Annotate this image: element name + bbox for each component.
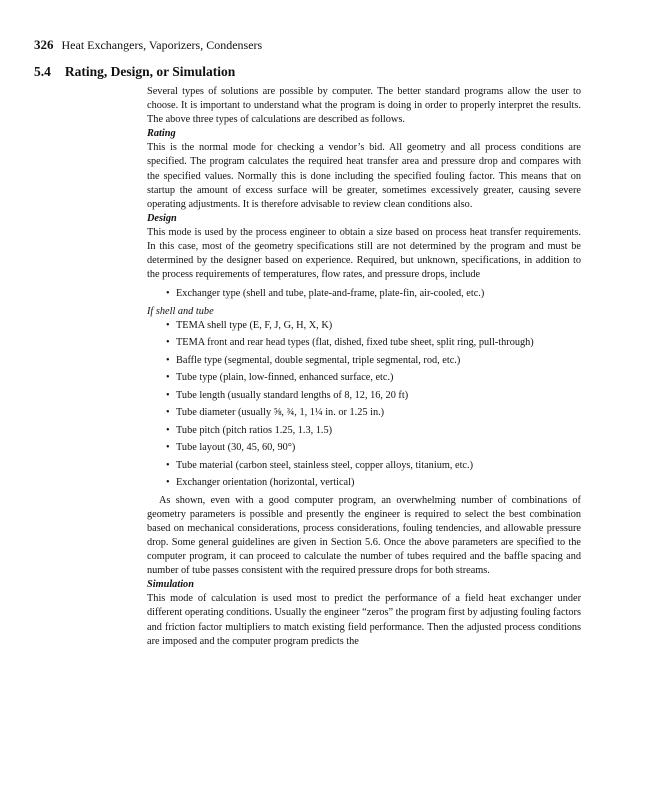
exchanger-type-list bbox=[147, 287, 581, 301]
bullet-glyph: • bbox=[166, 477, 170, 489]
simulation-paragraph: This mode of calculation is used most to predict the performance of a field heat exchanger under different operating conditions. Usually the engineer “zeros” the program first by adjusting fouling factors and friction factor multipliers to match existing field performance. Then the adjusted process conditions are imposed and the computer program predicts the bbox=[147, 593, 581, 647]
running-header bbox=[34, 37, 262, 53]
list-item-text: Tube length (usually standard lengths of 8, 12, 16, 20 ft) bbox=[176, 389, 409, 401]
bullet-glyph: • bbox=[166, 319, 170, 331]
list-item bbox=[147, 476, 581, 490]
section-title: Rating, Design, or Simulation bbox=[64, 64, 236, 79]
design-closing-paragraph: As shown, even with a good computer program, an overwhelming number of combinations of geometry parameters is possible and presently the engineer is required to select the best combination based on mechanical considerations, process considerations, fouling tendencies, and allowable pressure drop. Some general guidelines are given in Section 5.6. Once the above parameters are specified to the computer program, it can proceed to calculate the number of tubes required and the baffle spacing and number of tube passes consistent with the required pressure drops for both streams. bbox=[147, 494, 581, 577]
running-title: Heat Exchangers, Vaporizers, Condensers bbox=[61, 38, 263, 52]
list-item-text: Tube material (carbon steel, stainless steel, copper alloys, titanium, etc.) bbox=[176, 459, 474, 471]
bullet-glyph: • bbox=[166, 459, 170, 471]
bullet-glyph: • bbox=[166, 337, 170, 349]
list-item-text: Tube pitch (pitch ratios 1.25, 1.3, 1.5) bbox=[176, 424, 333, 436]
list-item-text: Exchanger orientation (horizontal, vertical) bbox=[176, 477, 355, 489]
list-item bbox=[147, 406, 581, 420]
rating-heading: Rating bbox=[147, 128, 176, 140]
list-item bbox=[147, 319, 581, 333]
list-item bbox=[147, 287, 581, 301]
list-item-text: Baffle type (segmental, double segmental, triple segmental, rod, etc.) bbox=[176, 354, 461, 366]
list-item-text: Exchanger type (shell and tube, plate-and-frame, plate-fin, air-cooled, etc.) bbox=[176, 288, 485, 300]
body-text-column bbox=[147, 85, 581, 649]
shell-and-tube-label: If shell and tube bbox=[147, 305, 214, 317]
design-paragraph: This mode is used by the process engineer to obtain a size based on process heat transfer requirements. In this case, most of the geometry specifications still are not determined by the program and must be determined by the designer based on experience. Required, but unknown, specifications, in addition to the process requirements of temperatures, flow rates, and pressure drops, include bbox=[147, 226, 581, 281]
bullet-glyph: • bbox=[166, 288, 170, 300]
bullet-glyph: • bbox=[166, 407, 170, 419]
list-item bbox=[147, 441, 581, 455]
section-heading bbox=[34, 64, 235, 80]
list-item bbox=[147, 389, 581, 403]
section-number: 5.4 bbox=[34, 64, 51, 79]
bullet-glyph: • bbox=[166, 424, 170, 436]
design-heading: Design bbox=[147, 212, 177, 224]
list-item bbox=[147, 371, 581, 385]
intro-paragraph: Several types of solutions are possible by computer. The better standard programs allow the user to choose. It is important to understand what the program is doing in order to properly interpret the results. The above three types of calculations are described as follows. bbox=[147, 86, 581, 126]
simulation-heading: Simulation bbox=[147, 579, 194, 591]
list-item bbox=[147, 424, 581, 438]
list-item-text: Tube diameter (usually ⅝, ¾, 1, 1¼ in. or 1.25 in.) bbox=[176, 407, 385, 419]
bullet-glyph: • bbox=[166, 389, 170, 401]
bullet-glyph: • bbox=[166, 442, 170, 454]
rating-paragraph: This is the normal mode for checking a vendor’s bid. All geometry and all process conditions are specified. The program calculates the required heat transfer area and pressure drop and compares with the specified values. Normally this is done including the specified fouling factor. This means that on startup the amount of excess surface will be greater, sometimes excessively greater, causing severe operating adjustments. It is therefore advisable to review clean conditions also. bbox=[147, 142, 581, 210]
list-item-text: Tube layout (30, 45, 60, 90°) bbox=[176, 442, 296, 454]
list-item bbox=[147, 459, 581, 473]
bullet-glyph: • bbox=[166, 372, 170, 384]
page-number: 326 bbox=[34, 37, 54, 52]
list-item-text: Tube type (plain, low-finned, enhanced surface, etc.) bbox=[176, 372, 394, 384]
bullet-glyph: • bbox=[166, 354, 170, 366]
list-item-text: TEMA front and rear head types (flat, dished, fixed tube sheet, split ring, pull-through) bbox=[176, 337, 534, 349]
list-item-text: TEMA shell type (E, F, J, G, H, X, K) bbox=[176, 319, 333, 331]
list-item bbox=[147, 354, 581, 368]
shell-and-tube-list bbox=[147, 319, 581, 490]
list-item bbox=[147, 336, 581, 350]
